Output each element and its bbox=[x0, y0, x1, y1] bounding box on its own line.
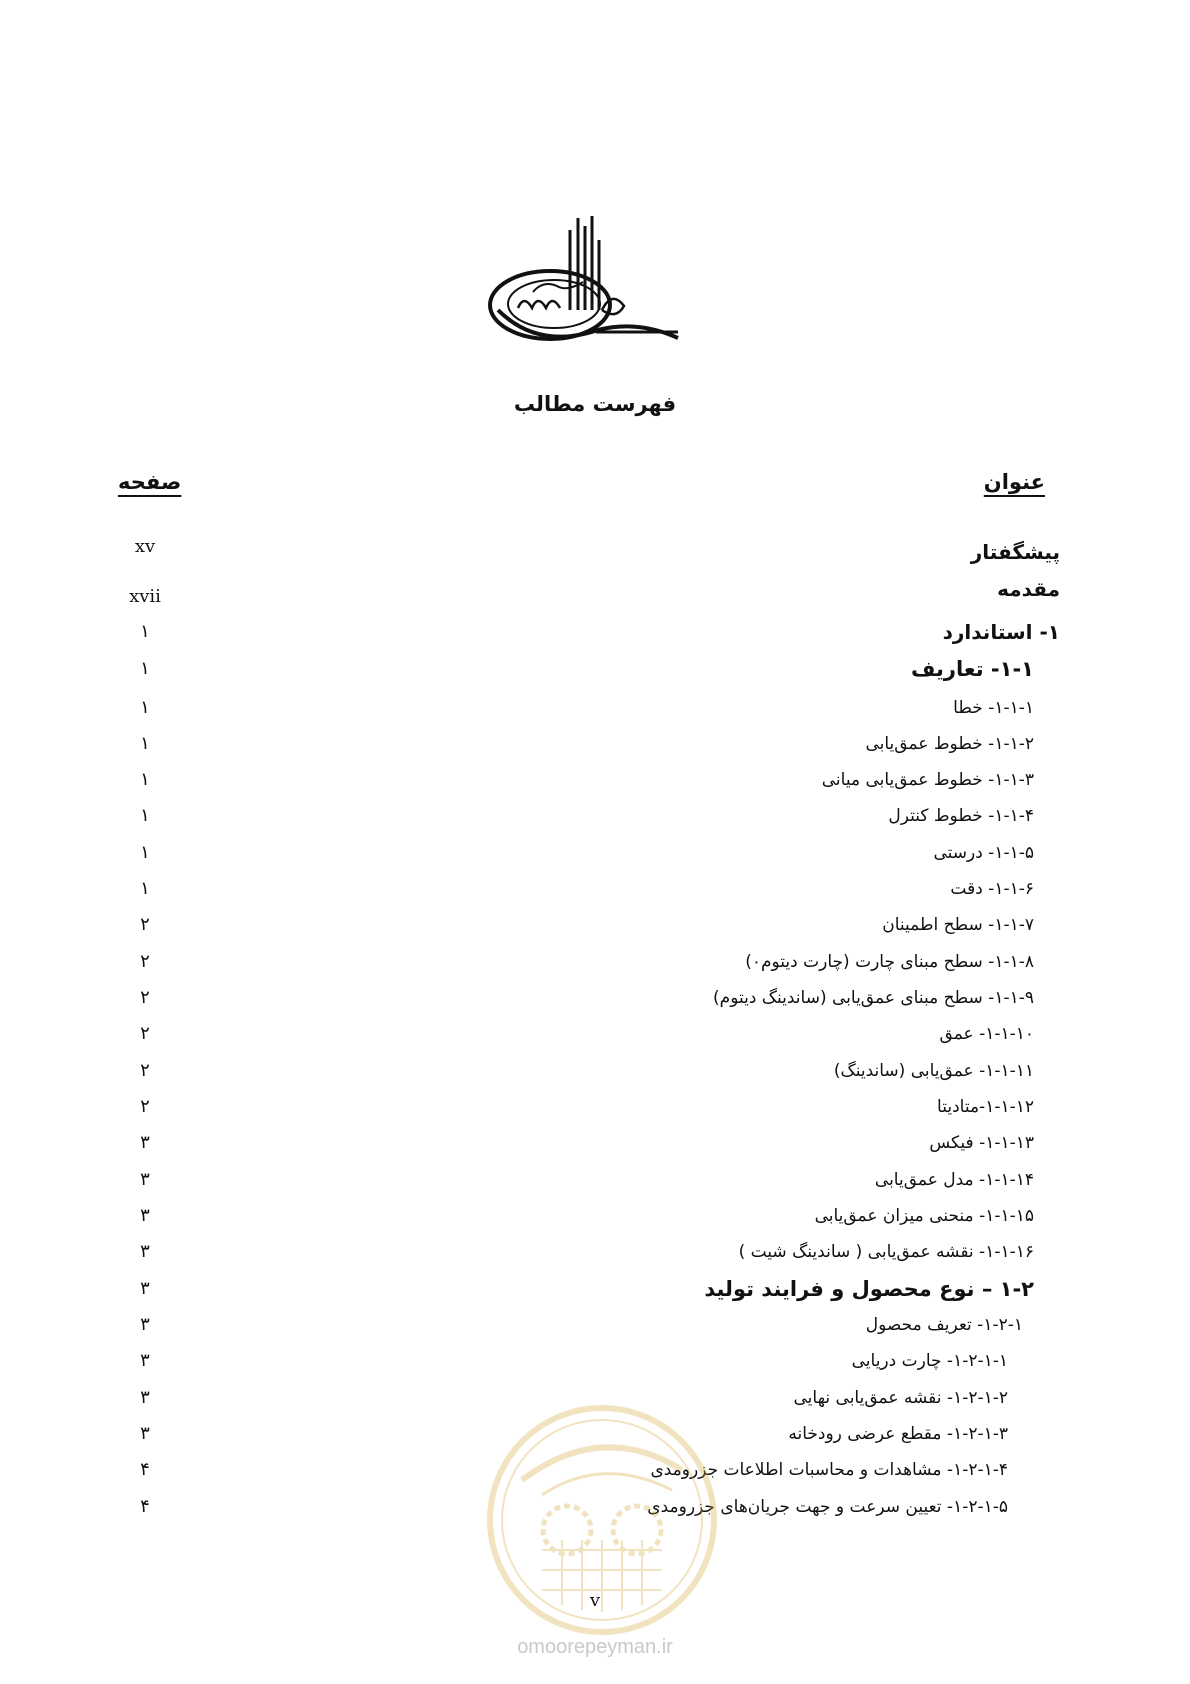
toc-entry-page: ۳ bbox=[140, 1423, 150, 1444]
toc-entry-title: ۱-۱-۲- خطوط عمق‌یابی bbox=[865, 734, 1034, 754]
toc-entry-page: ۴ bbox=[140, 1496, 150, 1517]
toc-entry-title: مقدمه bbox=[997, 577, 1060, 601]
toc-entry-title: ۱-۲-۱- تعریف محصول bbox=[865, 1315, 1023, 1335]
toc-entry-title: ۱-۲-۱-۱- چارت دریایی bbox=[851, 1351, 1008, 1371]
toc-entry-title: ۱-۲-۱-۳- مقطع عرضی رودخانه bbox=[788, 1424, 1008, 1444]
toc-entry-title: ۱-۱-۴- خطوط کنترل bbox=[888, 806, 1034, 826]
toc-entry-page: ۳ bbox=[140, 1169, 150, 1190]
toc-entry-title: ۱-۱-۱۲-متادیتا bbox=[937, 1097, 1034, 1117]
toc-entry-page: ۳ bbox=[140, 1132, 150, 1153]
toc-entry-page: ۳ bbox=[140, 1387, 150, 1408]
toc-entry-page: ۲ bbox=[140, 1096, 150, 1117]
toc-entry-title: ۱-۱-۱۴- مدل عمق‌یابی bbox=[874, 1170, 1034, 1190]
bismillah-calligraphy-image bbox=[478, 210, 688, 365]
toc-entry-page: ۲ bbox=[140, 987, 150, 1008]
toc-entry-page: xv bbox=[134, 536, 156, 557]
toc-entry-page: ۳ bbox=[140, 1241, 150, 1262]
toc-entry-title: ۱-۲-۱-۴- مشاهدات و محاسبات اطلاعات جزرومدی bbox=[650, 1460, 1008, 1480]
toc-entry-page: ۱ bbox=[140, 878, 150, 899]
toc-entry-page: ۱ bbox=[140, 658, 150, 679]
toc-entry-page: ۱ bbox=[140, 697, 150, 718]
toc-entry-title: ۱-۲-۱-۲- نقشه عمق‌یابی نهایی bbox=[793, 1388, 1008, 1408]
toc-entry-title: ۱-۱-۷- سطح اطمینان bbox=[882, 915, 1034, 935]
toc-entry-page: ۳ bbox=[140, 1278, 150, 1299]
toc-entry-title: ۱-۱-۱۶- نقشه عمق‌یابی ( ساندینگ شیت ) bbox=[738, 1242, 1034, 1262]
toc-entry-page: ۲ bbox=[140, 1023, 150, 1044]
toc-entry-title: ۱-۱-۱۵- منحنی میزان عمق‌یابی bbox=[814, 1206, 1034, 1226]
toc-entry-title: ۱-۱-۱۱- عمق‌یابی (ساندینگ) bbox=[833, 1061, 1034, 1081]
column-header-title: عنوان bbox=[983, 470, 1045, 494]
toc-entry-page: ۱ bbox=[140, 769, 150, 790]
toc-entry-page: ۳ bbox=[140, 1314, 150, 1335]
toc-entry-title: ۱-۱-۸- سطح مبنای چارت (چارت دیتوم۰) bbox=[745, 952, 1034, 972]
toc-entry-title: ۱- استاندارد bbox=[942, 620, 1060, 644]
toc-entry-page: ۲ bbox=[140, 951, 150, 972]
toc-entry-title: ۱-۱-۹- سطح مبنای عمق‌یابی (ساندینگ دیتوم) bbox=[713, 988, 1034, 1008]
toc-entry-page: xvii bbox=[129, 586, 161, 607]
toc-entry-page: ۱ bbox=[140, 733, 150, 754]
watermark-site-text: omoorepeyman.ir bbox=[517, 1636, 673, 1658]
toc-entry-title: پیشگفتار bbox=[970, 540, 1060, 564]
toc-title: فهرست مطالب bbox=[513, 392, 677, 416]
toc-entry-title: ۱-۱-۶- دقت bbox=[950, 879, 1034, 899]
toc-entry-title: ۱-۱-۱۳- فیکس bbox=[929, 1133, 1034, 1153]
toc-entry-title: ۱-۱- تعاریف bbox=[911, 657, 1034, 681]
toc-entry-title: ۱-۱-۱۰- عمق bbox=[939, 1024, 1034, 1044]
toc-entry-title: ۱-۲-۱-۵- تعیین سرعت و جهت جریان‌های جزرومدی bbox=[647, 1497, 1008, 1517]
toc-entry-title: ۱-۱-۵- درستی bbox=[933, 843, 1034, 863]
toc-entry-page: ۱ bbox=[140, 621, 150, 642]
toc-entry-title: ۱-۲ – نوع محصول و فرایند تولید bbox=[704, 1277, 1034, 1301]
toc-entry-page: ۴ bbox=[140, 1459, 150, 1480]
toc-entry-page: ۳ bbox=[140, 1350, 150, 1371]
toc-entry-page: ۲ bbox=[140, 914, 150, 935]
toc-entry-title: ۱-۱-۱- خطا bbox=[953, 698, 1034, 718]
toc-entry-page: ۲ bbox=[140, 1060, 150, 1081]
toc-entry-title: ۱-۱-۳- خطوط عمق‌یابی میانی bbox=[821, 770, 1034, 790]
toc-entry-page: ۱ bbox=[140, 842, 150, 863]
toc-entry-page: ۳ bbox=[140, 1205, 150, 1226]
footer-page-number: v bbox=[589, 1590, 601, 1611]
toc-entry-page: ۱ bbox=[140, 805, 150, 826]
column-header-page: صفحه bbox=[118, 470, 182, 494]
